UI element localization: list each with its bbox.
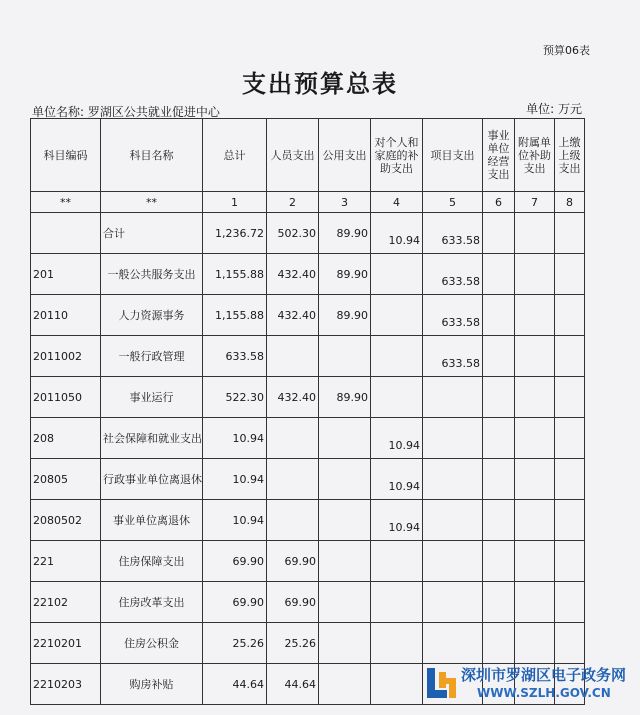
row-affiliated-cell: [515, 213, 555, 254]
row-remit-cell: [555, 582, 585, 623]
row-name-cell: 事业单位离退休: [101, 500, 203, 541]
row-remit-cell: [555, 336, 585, 377]
table-row: [31, 541, 585, 582]
row-operating-cell: [483, 582, 515, 623]
row-operating-cell: [483, 336, 515, 377]
row-total-cell: 1,155.88: [203, 254, 267, 295]
table-row: [31, 582, 585, 623]
row-name-cell: 行政事业单位离退休: [101, 459, 203, 500]
row-remit-cell: [555, 500, 585, 541]
row-affiliated-cell: [515, 623, 555, 664]
row-total-cell: 10.94: [203, 459, 267, 500]
row-affiliated-cell: [515, 500, 555, 541]
row-personnel-cell: 69.90: [267, 582, 319, 623]
currency-unit: 单位: 万元: [526, 102, 582, 116]
row-total-cell: 1,155.88: [203, 295, 267, 336]
header-cell: 人员支出: [267, 119, 319, 192]
row-code-cell: 221: [31, 541, 101, 582]
logo-text-cn: 深圳市罗湖区电子政务网: [461, 666, 627, 684]
header-cell: 事业单位经营支出: [483, 119, 515, 192]
column-index-row: [31, 192, 585, 213]
row-code-cell: 2080502: [31, 500, 101, 541]
row-total-cell: 69.90: [203, 541, 267, 582]
row-remit-cell: [555, 295, 585, 336]
row-code-cell: 2210203: [31, 664, 101, 705]
row-public-cell: [319, 459, 371, 500]
site-logo: [425, 662, 625, 706]
row-personnel-cell: 69.90: [267, 541, 319, 582]
row-project-cell: 633.58: [423, 213, 483, 254]
row-operating-cell: [483, 541, 515, 582]
row-affiliated-cell: [515, 418, 555, 459]
index-cell: **: [101, 192, 203, 213]
expenditure-budget-table: [30, 118, 585, 705]
table-row: [31, 500, 585, 541]
index-cell: 6: [483, 192, 515, 213]
index-cell: 7: [515, 192, 555, 213]
table-row: [31, 459, 585, 500]
table-row: [31, 336, 585, 377]
row-code-cell: [31, 213, 101, 254]
row-affiliated-cell: [515, 541, 555, 582]
row-code-cell: 2210201: [31, 623, 101, 664]
row-subsidy-cell: 10.94: [371, 500, 423, 541]
row-subsidy-cell: [371, 664, 423, 705]
row-name-cell: 住房公积金: [101, 623, 203, 664]
table-row: [31, 623, 585, 664]
row-project-cell: 633.58: [423, 254, 483, 295]
row-total-cell: 25.26: [203, 623, 267, 664]
row-subsidy-cell: [371, 582, 423, 623]
table-header-row: [31, 119, 585, 192]
table-row: [31, 254, 585, 295]
row-public-cell: [319, 336, 371, 377]
form-number: 预算06表: [543, 44, 590, 57]
row-personnel-cell: 44.64: [267, 664, 319, 705]
row-operating-cell: [483, 295, 515, 336]
row-subsidy-cell: [371, 377, 423, 418]
table-row: [31, 295, 585, 336]
row-personnel-cell: [267, 418, 319, 459]
row-public-cell: [319, 418, 371, 459]
logo-text-url: WWW.SZLH.GOV.CN: [477, 686, 611, 700]
unit-name: 单位名称: 罗湖区公共就业促进中心: [32, 105, 220, 119]
header-cell: 科目名称: [101, 119, 203, 192]
row-personnel-cell: [267, 459, 319, 500]
row-name-cell: 住房保障支出: [101, 541, 203, 582]
row-name-cell: 事业运行: [101, 377, 203, 418]
row-remit-cell: [555, 377, 585, 418]
row-operating-cell: [483, 254, 515, 295]
row-personnel-cell: 432.40: [267, 295, 319, 336]
row-remit-cell: [555, 623, 585, 664]
row-code-cell: 20110: [31, 295, 101, 336]
row-affiliated-cell: [515, 459, 555, 500]
row-affiliated-cell: [515, 254, 555, 295]
row-operating-cell: [483, 500, 515, 541]
row-subsidy-cell: [371, 623, 423, 664]
row-remit-cell: [555, 541, 585, 582]
row-affiliated-cell: [515, 336, 555, 377]
row-code-cell: 201: [31, 254, 101, 295]
row-name-cell: 合计: [101, 213, 203, 254]
row-project-cell: [423, 418, 483, 459]
header-cell: 附属单位补助支出: [515, 119, 555, 192]
lh-logo-icon: [425, 664, 459, 702]
row-personnel-cell: 502.30: [267, 213, 319, 254]
row-total-cell: 1,236.72: [203, 213, 267, 254]
row-remit-cell: [555, 418, 585, 459]
header-cell: 公用支出: [319, 119, 371, 192]
row-affiliated-cell: [515, 582, 555, 623]
row-total-cell: 10.94: [203, 418, 267, 459]
row-total-cell: 633.58: [203, 336, 267, 377]
row-project-cell: 633.58: [423, 295, 483, 336]
row-operating-cell: [483, 418, 515, 459]
row-code-cell: 2011050: [31, 377, 101, 418]
row-subsidy-cell: 10.94: [371, 213, 423, 254]
index-cell: 3: [319, 192, 371, 213]
row-total-cell: 69.90: [203, 582, 267, 623]
row-project-cell: [423, 582, 483, 623]
table-row: [31, 213, 585, 254]
row-operating-cell: [483, 459, 515, 500]
row-remit-cell: [555, 459, 585, 500]
row-public-cell: 89.90: [319, 254, 371, 295]
row-project-cell: [423, 623, 483, 664]
row-personnel-cell: 432.40: [267, 377, 319, 418]
index-cell: 4: [371, 192, 423, 213]
row-code-cell: 22102: [31, 582, 101, 623]
row-total-cell: 522.30: [203, 377, 267, 418]
row-code-cell: 2011002: [31, 336, 101, 377]
row-total-cell: 44.64: [203, 664, 267, 705]
row-personnel-cell: 25.26: [267, 623, 319, 664]
row-code-cell: 208: [31, 418, 101, 459]
row-personnel-cell: 432.40: [267, 254, 319, 295]
row-subsidy-cell: [371, 541, 423, 582]
table-row: [31, 418, 585, 459]
row-operating-cell: [483, 213, 515, 254]
row-public-cell: [319, 582, 371, 623]
document-title: 支出预算总表: [242, 70, 398, 98]
row-project-cell: [423, 459, 483, 500]
row-subsidy-cell: 10.94: [371, 418, 423, 459]
row-personnel-cell: [267, 336, 319, 377]
header-cell: 对个人和家庭的补助支出: [371, 119, 423, 192]
row-operating-cell: [483, 623, 515, 664]
index-cell: **: [31, 192, 101, 213]
index-cell: 8: [555, 192, 585, 213]
index-cell: 2: [267, 192, 319, 213]
row-affiliated-cell: [515, 295, 555, 336]
row-public-cell: [319, 623, 371, 664]
row-public-cell: 89.90: [319, 213, 371, 254]
row-project-cell: [423, 541, 483, 582]
row-public-cell: [319, 664, 371, 705]
row-operating-cell: [483, 377, 515, 418]
row-public-cell: [319, 541, 371, 582]
row-total-cell: 10.94: [203, 500, 267, 541]
row-name-cell: 一般公共服务支出: [101, 254, 203, 295]
row-subsidy-cell: [371, 254, 423, 295]
row-public-cell: [319, 500, 371, 541]
index-cell: 1: [203, 192, 267, 213]
row-name-cell: 住房改革支出: [101, 582, 203, 623]
table-row: [31, 377, 585, 418]
header-cell: 项目支出: [423, 119, 483, 192]
row-subsidy-cell: 10.94: [371, 459, 423, 500]
row-name-cell: 人力资源事务: [101, 295, 203, 336]
row-name-cell: 购房补贴: [101, 664, 203, 705]
header-cell: 上缴上级支出: [555, 119, 585, 192]
row-subsidy-cell: [371, 336, 423, 377]
row-affiliated-cell: [515, 377, 555, 418]
index-cell: 5: [423, 192, 483, 213]
row-name-cell: 一般行政管理: [101, 336, 203, 377]
row-remit-cell: [555, 213, 585, 254]
row-subsidy-cell: [371, 295, 423, 336]
row-code-cell: 20805: [31, 459, 101, 500]
row-project-cell: [423, 500, 483, 541]
row-personnel-cell: [267, 500, 319, 541]
header-cell: 总计: [203, 119, 267, 192]
row-name-cell: 社会保障和就业支出: [101, 418, 203, 459]
row-public-cell: 89.90: [319, 295, 371, 336]
row-remit-cell: [555, 254, 585, 295]
row-project-cell: 633.58: [423, 336, 483, 377]
row-public-cell: 89.90: [319, 377, 371, 418]
row-project-cell: [423, 377, 483, 418]
header-cell: 科目编码: [31, 119, 101, 192]
